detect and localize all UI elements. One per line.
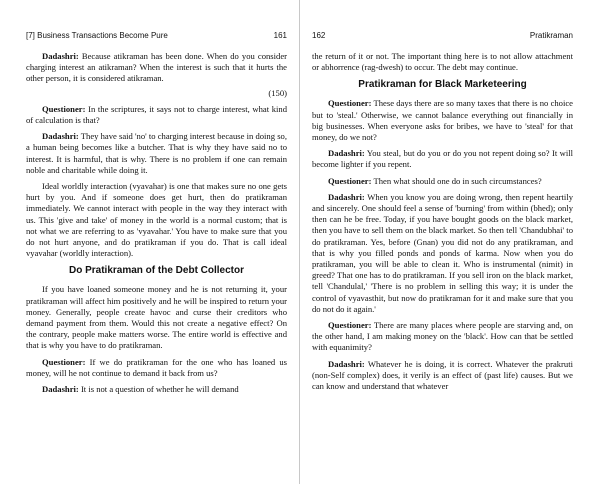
paragraph-text: Because atikraman has been done. When do you consider charging interest an atikraman? When the interest is such that it hurts the other person, it is considered atikraman. <box>26 51 288 84</box>
paragraph-text: Then what should one do in such circumstances? <box>373 175 542 186</box>
paragraph <box>26 384 287 395</box>
paragraph <box>312 192 573 315</box>
paragraph <box>312 176 573 187</box>
right-running-header <box>312 30 573 42</box>
left-running-header <box>26 30 287 42</box>
citation-number: (150) <box>268 87 287 98</box>
speaker-label: Dadashri: <box>42 384 79 395</box>
paragraph-text: There are many places where people are starving and, on the other hand, I am making money on the 'black'. How can that be settled with equanimity? <box>312 320 573 353</box>
left-page <box>0 0 299 484</box>
speaker-label: Dadashri: <box>328 358 365 369</box>
speaker-label: Questioner: <box>328 320 372 331</box>
section-heading: Pratikraman for Black Marketeering <box>358 79 527 91</box>
paragraph: the return of it or not. The important thing here is to not allow attachment or abhorrence (rag-dwesh) to occur. The debt may continue. <box>312 51 573 73</box>
speaker-label: Dadashri: <box>328 148 365 159</box>
speaker-label: Dadashri: <box>42 131 79 142</box>
paragraph-text: These days there are so many taxes that there is no choice but to 'steal.' Otherwise, we cannot balance everything out financially in big businesses. When everyone asks for bribes, we have to 'steal' for that money, do we not? <box>312 98 573 143</box>
left-content <box>26 51 287 395</box>
paragraph-text: When you know you are doing wrong, then repent heartily and sincerely. One should feel a sense of 'burning' from within (bhed); only then can he be free. Today, if you have bought goods on the black market, then you have to sell them on the black market. So then tell 'Chandubhai' to do pratikraman. Yes, before (Gnan) you did not do any pratikraman, and that is why you filled ponds and ponds of karma. Now when you do pratikraman, you will be able to clean it. Who is instrumental (nimit) in greed? That one has to do pratikraman. If you sell iron on the black market, tell 'Chandulal,' 'There is no problem in selling this way; it is under the control of vyavasthit, but now do pratikraman for it and make sure that you do not do it again.' <box>312 191 574 314</box>
right-page-number: 162 <box>312 31 326 40</box>
paragraph: Ideal worldly interaction (vyavahar) is one that makes sure no one gets hurt by you. And if someone does get hurt, then do pratikraman immediately. We cannot interact with people in the way they interact with us. This 'give and take' of money in the world is a normal custom; that is not what we are referring to as 'vyavahar.' You have to make sure that you do not hurt anyone, and do pratikraman if you do. That is call ideal vyavahar (worldly interaction). <box>26 181 287 259</box>
paragraph <box>312 359 573 393</box>
paragraph-text: It is not a question of whether he will demand <box>80 384 239 395</box>
paragraph <box>26 104 287 126</box>
left-page-number: 161 <box>273 31 287 40</box>
paragraph-text: You steal, but do you or do you not repent doing so? It will become lighter if you repent. <box>312 148 573 170</box>
right-header-title: Pratikraman <box>529 31 573 40</box>
speaker-label: Questioner: <box>42 356 86 367</box>
paragraph <box>26 131 287 176</box>
paragraph-text: In the scriptures, it says not to charge interest, what kind of calculation is that? <box>26 103 287 126</box>
paragraph-text: Whatever he is doing, it is correct. Whatever the prakruti (non-Self complex) does, it verily is an effect of (past life) causes. But we can know and understand that whatever <box>312 358 573 392</box>
section-heading: Do Pratikraman of the Debt Collector <box>68 265 245 277</box>
paragraph <box>312 320 573 354</box>
right-page <box>300 0 599 484</box>
speaker-label: Questioner: <box>42 103 86 114</box>
speaker-label: Questioner: <box>328 175 372 186</box>
right-content <box>312 51 573 392</box>
paragraph: If you have loaned someone money and he is not returning it, your pratikraman will affect him positively and he will be inspired to return your money. Generally, people create havoc and curse their creditors who demand payment from them. Would this not create a negative effect? On the contrary, people make matters worse. The entire world is effective and that is why you have to do pratikraman. <box>26 284 287 351</box>
paragraph <box>312 148 573 170</box>
paragraph-text: If we do pratikraman for the one who has loaned us money, will he not continue to demand it back from us? <box>26 356 287 378</box>
paragraph <box>312 98 573 143</box>
speaker-label: Questioner: <box>328 98 372 109</box>
paragraph <box>26 51 287 85</box>
speaker-label: Dadashri: <box>328 191 365 202</box>
paragraph-text: They have said 'no' to charging interest because in doing so, a human being becomes like a butcher. That is why they have said no to interest. It is harmful, that is why. There is no problem if one can remain noble and charitable while doing it. <box>26 131 287 175</box>
paragraph <box>26 357 287 379</box>
left-header-title: [7] Business Transactions Become Pure <box>26 31 168 40</box>
speaker-label: Dadashri: <box>42 51 79 61</box>
